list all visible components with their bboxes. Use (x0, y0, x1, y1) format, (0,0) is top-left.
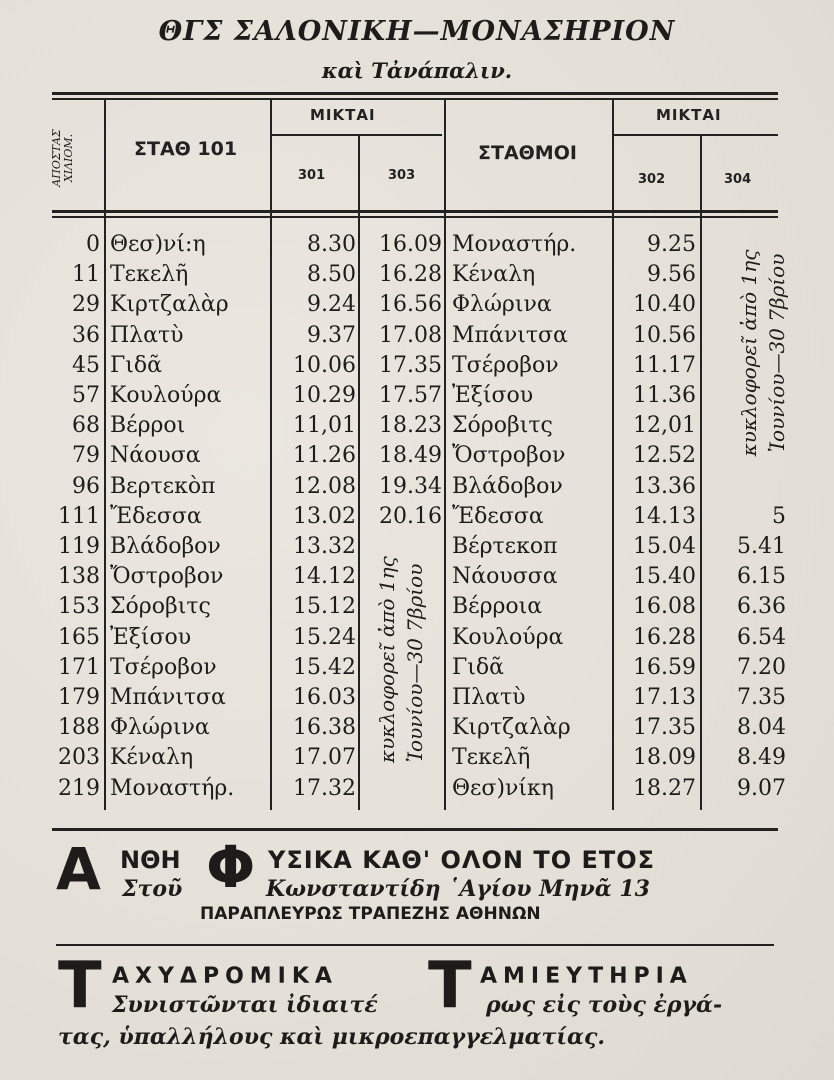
table-bottom-rule (52, 828, 778, 831)
distance-cell: 96 (72, 473, 100, 499)
station-right-cell: Κουλούρα (452, 624, 564, 650)
timetable-row (0, 441, 834, 471)
train-302-time: 9.56 (647, 262, 696, 288)
advert-postal-savings (0, 949, 834, 1072)
train-304-time: 6.36 (737, 594, 786, 620)
station-left-cell: Φλώρινα (110, 715, 210, 741)
train-304-time: 6.54 (737, 624, 786, 650)
train-301-time: 8.30 (307, 232, 356, 257)
station-left-cell: Μοναστήρ. (110, 775, 235, 801)
train-303-time: 19.34 (379, 473, 442, 499)
ad2-initial-t1: Τ (58, 949, 102, 1023)
station-left-cell: Ὄστροβον (110, 564, 224, 590)
circulation-note-left-2: Ἰουνίου—30 7βρίου (403, 563, 427, 763)
train-302-time: 16.28 (633, 624, 696, 650)
stations-left-header: ΣΤΑΘ 101 (134, 138, 238, 160)
timetable-row (0, 381, 834, 411)
distance-cell: 219 (58, 775, 100, 801)
train-301-time: 16.38 (293, 715, 356, 741)
distance-header: ΑΠΟΣΤΑΣ ΧΙΛΙΟΜ. (50, 129, 75, 187)
distance-cell: 29 (72, 292, 100, 318)
distance-cell: 68 (72, 413, 100, 439)
station-right-cell: Γιδᾶ (452, 654, 504, 680)
ad1-line2a: Στοῦ (122, 876, 183, 902)
timetable-row (0, 351, 834, 381)
train-304-header: 304 (724, 172, 752, 187)
train-303-time: 17.08 (379, 322, 442, 348)
station-left-cell: Γιδᾶ (110, 352, 162, 378)
train-303-time: 20.16 (379, 503, 442, 529)
ad1-line1a: ΝΘΗ (120, 846, 181, 874)
station-right-cell: Κιρτζαλὰρ (452, 715, 571, 741)
train-302-time: 12.52 (633, 443, 696, 469)
train-301-time: 13.02 (293, 503, 356, 529)
ad1-line1b: ΥΣΙΚΑ ΚΑΘ' ΟΛΟΝ ΤΟ ΕΤΟΣ (268, 846, 656, 874)
train-304-time: 6.15 (737, 564, 786, 590)
distance-cell: 79 (72, 443, 100, 469)
train-302-time: 11.17 (633, 352, 696, 378)
ad2-initial-t2: Τ (428, 949, 472, 1023)
timetable-row (0, 411, 834, 441)
station-right-cell: Πλατὺ (452, 685, 526, 710)
station-left-cell: Βερτεκὸπ (110, 473, 216, 499)
distance-cell: 0 (86, 232, 100, 257)
train-301-time: 15.12 (293, 594, 356, 620)
mixed-right-rule (614, 134, 778, 136)
station-right-cell: Τεκελῆ (452, 745, 531, 771)
distance-cell: 11 (72, 262, 100, 288)
distance-cell: 203 (58, 745, 100, 771)
ad2-line1a: ΑΧΥΔΡΟΜΙΚΑ (112, 964, 338, 989)
train-301-time: 8.50 (307, 262, 356, 288)
train-302-time: 11.36 (633, 383, 696, 408)
stations-right-header: ΣΤΑΘΜΟΙ (478, 142, 577, 164)
train-303-time: 17.57 (379, 383, 442, 408)
train-303-time: 18.49 (379, 443, 442, 469)
distance-cell: 111 (58, 503, 100, 529)
distance-cell: 165 (58, 624, 100, 650)
distance-cell: 45 (72, 352, 100, 378)
train-301-time: 12.08 (293, 473, 356, 499)
station-left-cell: Τσέροβον (110, 654, 217, 680)
train-301-time: 14.12 (293, 564, 356, 590)
station-right-cell: Κέναλη (452, 262, 536, 288)
train-301-time: 10.29 (293, 383, 356, 408)
station-left-cell: Βέρροι (110, 413, 186, 439)
station-right-cell: Βλάδοβον (452, 473, 563, 499)
station-right-cell: Ἔδεσσα (452, 503, 544, 529)
station-left-cell: Πλατὺ (110, 322, 184, 348)
train-302-time: 18.09 (633, 745, 696, 771)
train-303-time: 17.35 (379, 352, 442, 378)
train-301-time: 17.07 (293, 745, 356, 771)
timetable-row (0, 260, 834, 290)
ad1-initial-f: Φ (206, 833, 256, 901)
train-302-header: 302 (638, 172, 666, 187)
train-304-time: 7.20 (737, 654, 786, 680)
distance-cell: 153 (58, 594, 100, 620)
station-left-cell: Σόροβιτς (110, 594, 211, 620)
station-right-cell: Φλώρινα (452, 292, 552, 318)
header-bottom-rule-2 (52, 216, 778, 218)
train-301-time: 13.32 (293, 534, 356, 559)
distance-cell: 138 (58, 564, 100, 590)
train-302-time: 13.36 (633, 473, 696, 499)
page-subtitle: καὶ Τἀνάπαλιν. (321, 58, 513, 83)
ad2-line2a: Συνιστῶνται ἰδιαιτέ (112, 992, 378, 1018)
station-right-cell: Μοναστήρ. (452, 232, 577, 257)
station-left-cell: Κουλούρα (110, 383, 222, 408)
ad2-line3: τας, ὑπαλλήλους καὶ μικροεπαγγελματίας. (58, 1024, 605, 1050)
station-left-cell: Κέναλη (110, 745, 194, 771)
timetable-row (0, 532, 834, 562)
ad1-initial-a: Α (56, 835, 101, 903)
circulation-note-right-2: Ἰουνίου—30 7βρίου (765, 253, 789, 453)
train-304-time: 9.07 (737, 775, 786, 801)
timetable-row (0, 290, 834, 320)
timetable-row (0, 230, 834, 260)
train-301-time: 9.24 (307, 292, 356, 318)
distance-cell: 179 (58, 685, 100, 710)
distance-cell: 188 (58, 715, 100, 741)
station-right-cell: Νάουσσα (452, 564, 558, 590)
train-301-time: 16.03 (293, 685, 356, 710)
distance-cell: 57 (72, 383, 100, 408)
timetable-row (0, 321, 834, 351)
station-left-cell: Τεκελῆ (110, 262, 189, 288)
train-302-time: 10.56 (633, 322, 696, 348)
station-left-cell: Θεσ)νί:η (110, 232, 206, 257)
station-right-cell: Μπάνιτσα (452, 322, 568, 348)
ad2-line1b: ΑΜΙΕΥΤΗΡΙΑ (480, 964, 693, 989)
train-304-time: 8.04 (737, 715, 786, 741)
train-301-time: 11,01 (293, 413, 356, 439)
distance-cell: 36 (72, 322, 100, 348)
train-301-time: 17.32 (293, 775, 356, 801)
station-left-cell: Μπάνιτσα (110, 685, 226, 710)
mixed-right-header: ΜΙΚΤΑΙ (656, 106, 722, 124)
train-302-time: 12,01 (633, 413, 696, 439)
station-left-cell: Κιρτζαλὰρ (110, 292, 229, 318)
train-302-time: 10.40 (633, 292, 696, 318)
train-302-time: 16.59 (633, 654, 696, 680)
train-302-time: 9.25 (647, 232, 696, 257)
train-301-time: 15.24 (293, 624, 356, 650)
ad1-line3: ΠΑΡΑΠΛΕΥΡΩΣ ΤΡΑΠΕΖΗΣ ΑΘΗΝΩΝ (200, 904, 541, 924)
train-301-time: 10.06 (293, 352, 356, 378)
train-304-time: 5.41 (737, 534, 786, 559)
train-302-time: 17.13 (633, 685, 696, 710)
station-left-cell: Νάουσα (110, 443, 201, 469)
train-303-header: 303 (388, 168, 416, 183)
train-303-time: 16.28 (379, 262, 442, 288)
train-303-time: 16.56 (379, 292, 442, 318)
timetable-row (0, 472, 834, 502)
station-right-cell: Βέρροια (452, 594, 543, 620)
ad2-line2b: ρως εἰς τοὺς ἐργά- (486, 992, 723, 1018)
train-301-time: 9.37 (307, 322, 356, 348)
train-302-time: 15.40 (633, 564, 696, 590)
page-title: ΘΓΣ ΣΑΛΟΝΙΚΗ—ΜΟΝΑΣΗΡΙΟΝ (158, 16, 676, 47)
train-302-time: 16.08 (633, 594, 696, 620)
train-302-time: 17.35 (633, 715, 696, 741)
train-302-time: 14.13 (633, 503, 696, 529)
timetable-row (0, 502, 834, 532)
train-301-time: 11.26 (293, 443, 356, 469)
header-bottom-rule (52, 210, 778, 213)
train-301-time: 15.42 (293, 654, 356, 680)
station-left-cell: Ἔδεσσα (110, 503, 202, 529)
distance-cell: 119 (58, 534, 100, 559)
timetable-row (0, 774, 834, 804)
top-rule-2 (52, 98, 778, 100)
distance-cell: 171 (58, 654, 100, 680)
top-rule (52, 92, 778, 95)
train-303-time: 18.23 (379, 413, 442, 439)
station-right-cell: Ὄστροβον (452, 443, 566, 469)
circulation-note-left-1: κυκλοφορεῖ ἀπὸ 1ης (375, 556, 399, 763)
station-left-cell: Ἐξίσου (110, 624, 192, 650)
mixed-left-header: ΜΙΚΤΑΙ (310, 106, 376, 124)
station-left-cell: Βλάδοβον (110, 534, 221, 559)
station-right-cell: Τσέροβον (452, 352, 559, 378)
train-304-time: 5 (772, 503, 786, 529)
train-304-time: 8.49 (737, 745, 786, 771)
station-right-cell: Θεσ)νίκη (452, 775, 554, 801)
train-302-time: 15.04 (633, 534, 696, 559)
station-right-cell: Ἐξίσου (452, 383, 534, 408)
train-301-header: 301 (298, 168, 326, 183)
station-right-cell: Βέρτεκοπ (452, 534, 558, 559)
mixed-left-rule (272, 134, 442, 136)
train-303-time: 16.09 (379, 232, 442, 257)
train-302-time: 18.27 (633, 775, 696, 801)
ad-separator-rule (56, 944, 774, 946)
train-304-time: 7.35 (737, 685, 786, 710)
ad1-line2b: Κωνσταντίδη ῾Αγίου Μηνᾶ 13 (266, 876, 650, 902)
circulation-note-right-1: κυκλοφορεῖ ἀπὸ 1ης (737, 249, 761, 457)
advert-flowers (0, 833, 834, 936)
station-right-cell: Σόροβιτς (452, 413, 553, 439)
